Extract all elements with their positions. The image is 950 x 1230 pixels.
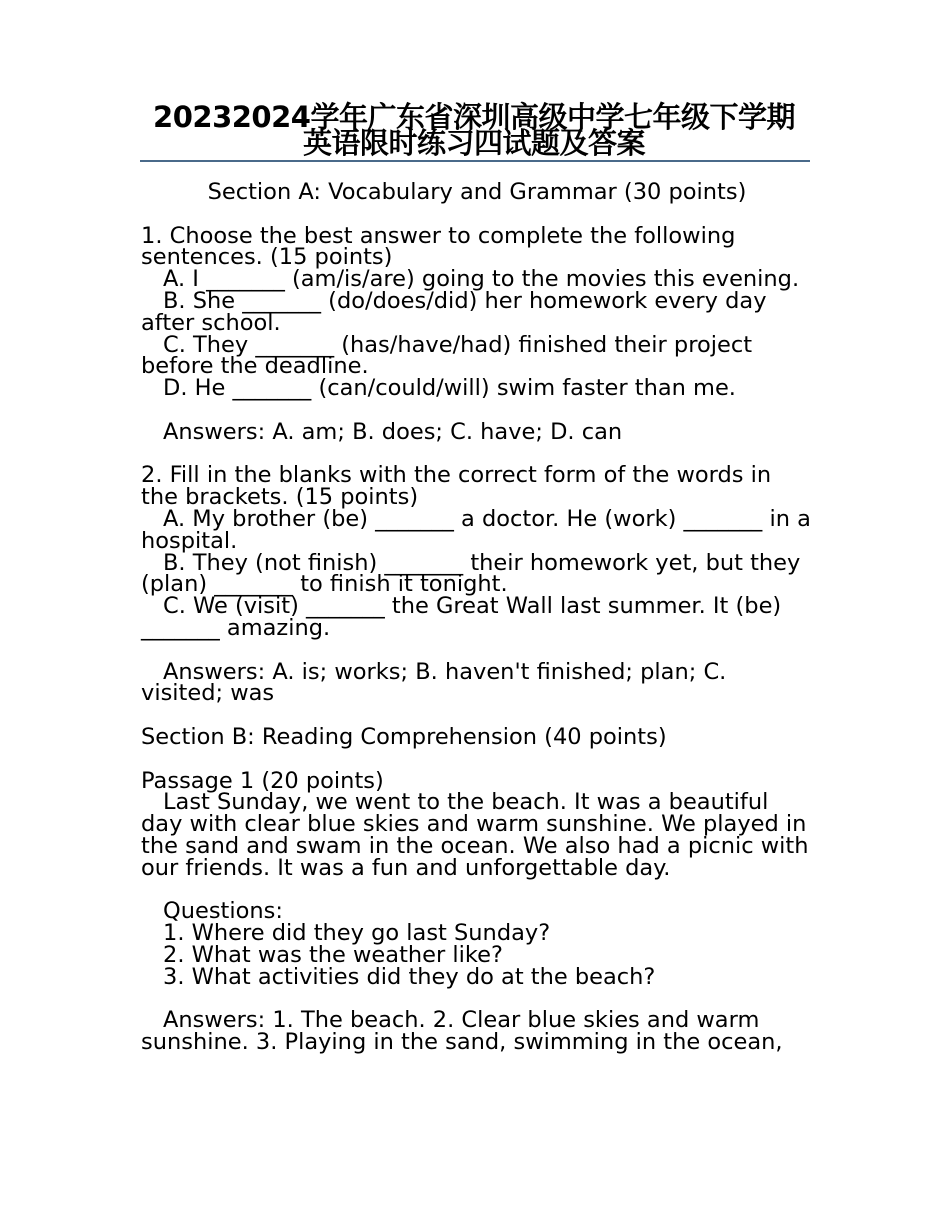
- q2-item-a: A. My brother (be) _______ a doctor. He (work) _______ in a hospital.: [141, 505, 811, 554]
- q1-item-c: C. They _______ (has/have/had) finished their project before the deadline.: [141, 331, 753, 380]
- questions-label: Questions:: [163, 898, 283, 925]
- section-b-heading: Section B: Reading Comprehension (40 points): [141, 723, 667, 750]
- title-underline: [140, 160, 810, 162]
- q1-prompt: 1. Choose the best answer to complete the following sentences. (15 points): [141, 222, 736, 271]
- document-body: [141, 179, 813, 1056]
- q1-answers: Answers: A. am; B. does; C. have; D. can: [163, 418, 623, 445]
- passage-1-heading: Passage 1 (20 points): [141, 767, 384, 794]
- passage-1-question-3: 3. What activities did they do at the beach?: [163, 963, 656, 990]
- passage-1-text: Last Sunday, we went to the beach. It was a beautiful day with clear blue skies and warm sunshine. We played in the sand and swam in the ocean. We also had a picnic with our friends. It was a fun and unforgettable day.: [141, 789, 809, 881]
- q2-item-c: C. We (visit) _______ the Great Wall last summer. It (be) _______ amazing.: [141, 593, 782, 641]
- q2-item-b: B. They (not finish) _______ their homework yet, but they (plan) _______ to finish it tonight.: [141, 549, 801, 598]
- section-a-heading: Section A: Vocabulary and Grammar (30 points): [207, 179, 747, 205]
- q1-item-a: A. I _______ (am/is/are) going to the movies this evening.: [163, 266, 800, 293]
- document-title: 20232024学年广东省深圳高级中学七年级下学期英语限时练习四试题及答案: [153, 100, 795, 160]
- passage-1-question-1: 1. Where did they go last Sunday?: [163, 920, 551, 947]
- passage-1-question-2: 2. What was the weather like?: [163, 941, 503, 968]
- q2-prompt: 2. Fill in the blanks with the correct form of the words in the brackets. (15 points): [141, 462, 772, 511]
- q2-answers: Answers: A. is; works; B. haven't finished; plan; C. visited; was: [141, 658, 727, 707]
- q1-item-d: D. He _______ (can/could/will) swim faster than me.: [163, 375, 736, 402]
- passage-1-answers: Answers: 1. The beach. 2. Clear blue skies and warm sunshine. 3. Playing in the sand, swimming in the ocean,: [141, 1007, 783, 1056]
- q1-item-b: B. She _______ (do/does/did) her homework every day after school.: [141, 287, 767, 336]
